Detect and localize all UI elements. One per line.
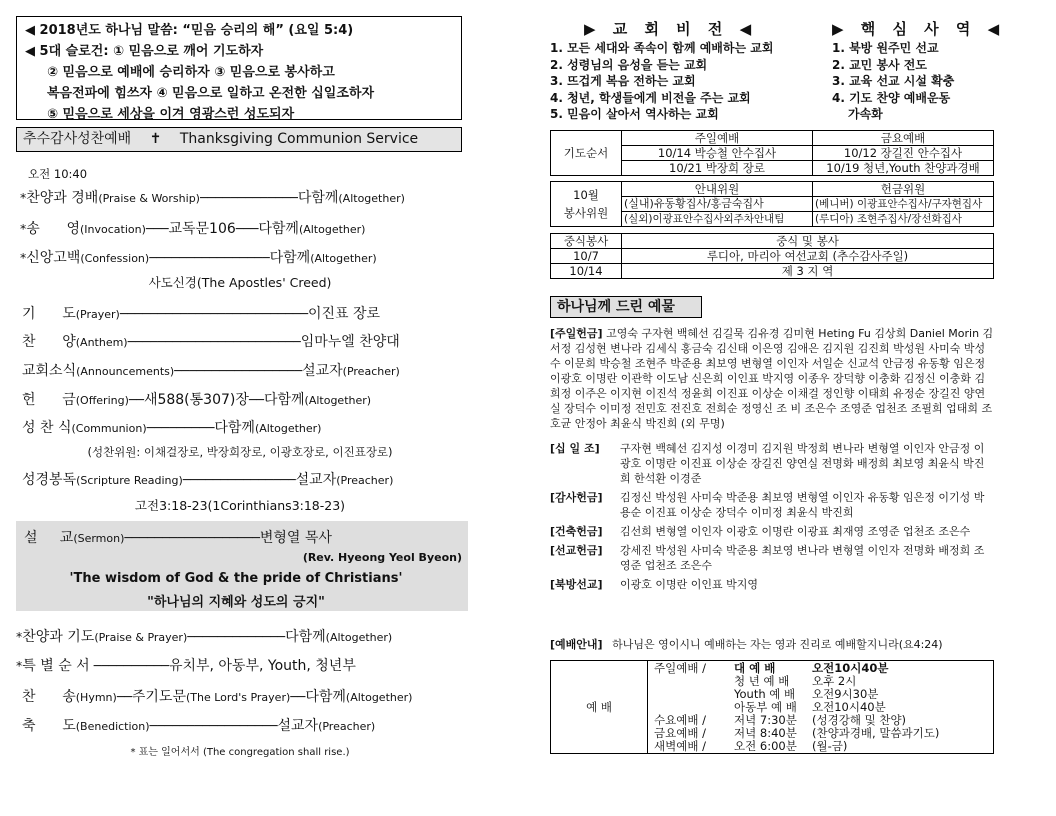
- prayer-label: 기도순서: [551, 131, 622, 176]
- list-item: 2. 성령님의 음성을 듣는 교회: [550, 57, 708, 72]
- scripture-ref: 고전3:18-23(1Corinthians3:18-23): [134, 498, 346, 513]
- order-row-hymn: 찬 송(Hymn)──주기도문(The Lord's Prayer)──다함께(Altogether): [22, 689, 413, 705]
- motto-box: [16, 16, 462, 120]
- sermon-title-ko: "하나님의 지혜와 성도의 긍지": [147, 595, 325, 610]
- order-row-announcements: 교회소식(Announcements)─────────────────설교자(Preacher): [22, 363, 400, 379]
- offering-group-north: [북방선교] 이광호 이명란 이인표 박지영: [550, 578, 759, 591]
- list-item: 2. 교민 봉사 전도: [832, 57, 927, 72]
- friday-1: 10/12 장길진 안수집사: [813, 146, 994, 161]
- list-item: 가속화: [848, 107, 883, 121]
- communion-note: (성찬위원: 이채걸장로, 박장희장로, 이광호장로, 이진표장로): [87, 445, 393, 459]
- worship-row: 아동부 예 배 오전10시40분: [648, 700, 994, 713]
- worship-row: Youth 예 배 오전9시30분: [648, 687, 994, 700]
- usher-2: (실외)이광표안수집사외주차안내팀: [622, 212, 813, 227]
- offering-group-thanks: [감사헌금] 김정신 박성원 사미숙 박준용 최보영 변형열 이인자 유동황 임은정 이기성 박용순 이진표 이상순 장덕수 이미정 최윤식 박진희: [550, 491, 985, 519]
- offerings-title: 하나님께 드린 예물: [550, 296, 702, 318]
- list-item: 1. 모든 세대와 족속이 함께 예배하는 교회: [550, 41, 774, 55]
- list-item: 4. 기도 찬양 예배운동: [832, 90, 951, 105]
- creed: 사도신경(The Apostles' Creed): [148, 275, 332, 290]
- list-item: 5. 믿음이 살아서 역사하는 교회: [550, 107, 719, 121]
- vision-title: ▶ 교 회 비 전 ◀: [584, 20, 758, 38]
- offering-2: (루디아) 조현주집사/장선화집사: [813, 212, 994, 227]
- offering-group-tithe: [십 일 조] 구자현 백혜선 김지성 이경미 김지원 박정희 변나라 변형열 이인자 안금정 이광호 이명란 이진표 이상순 장길진 양연실 전명화 배정희 최보영 최윤식 박진희 한석환 이경준: [550, 442, 985, 485]
- meal-date-2: 10/14: [551, 264, 622, 279]
- order-row-confession: *신앙고백(Confession)────────────────다함께(Altogether): [20, 250, 377, 266]
- duty-table: [550, 130, 994, 176]
- worship-left-label: 예 배: [551, 661, 648, 754]
- worship-row: 청 년 예 배 오후 2시: [648, 674, 994, 687]
- sermon-box: 설 교(Sermon)──────────────────변형열 목사 (Rev. Hyeong Yeol Byeon) 'The wisdom of God & the pride of Christians' "하나님의 지혜와 성도의 긍지": [16, 521, 468, 611]
- usher-head: 안내위원: [622, 182, 813, 197]
- sunday-1: 10/14 박승철 안수집사: [622, 146, 813, 161]
- meal-date-1: 10/7: [551, 249, 622, 264]
- worship-time-table: [550, 660, 994, 754]
- footnote: * 표는 일어서서 (The congregation shall rise.): [130, 747, 350, 758]
- order-row-offering: 헌 금(Offering)──새588(통307)장──다함께(Altogether): [22, 392, 372, 408]
- offering-group-sunday: [주일헌금] 고영숙 구자현 백혜선 김길묵 김유경 김미현 Heting Fu 김상희 Daniel Morin 김서정 김성현 변나라 김세식 홍금숙 김신태 이은영 김애은 김지원 김진희 박성원 사미숙 박성수 이문희 박승철 조현주 박준용 최보영 변형열 이인자 서일순 신교석 안금정 유동황 임은정 이광호 이명란 이관학 이도남 신은희 이인표 박지영 이종우 장덕향 이충화 김정신 이충화 김희정 이주은 이지현 이진석 정윤희 이진표 이상순 이채걸 정인향 이태희 유정순 장길진 양연실 장덕수 이미정 전민호 전진호 전희순 정영신 조 비 조은수 조영준 업천조 조필희 업태희 조호균 안정아 최윤식 박진희 (외 무명): [550, 327, 994, 430]
- worship-info-label: [예배안내]: [550, 638, 603, 651]
- sermon-label: 설 교: [24, 530, 74, 546]
- meal-label: 중식봉사: [551, 234, 622, 249]
- sermon-preacher-en: (Rev. Hyeong Yeol Byeon): [302, 551, 462, 564]
- sermon-title-en: 'The wisdom of God & the pride of Christians': [69, 571, 403, 586]
- month-label: 10월 봉사위원: [551, 182, 622, 227]
- worship-info-line: [550, 636, 943, 652]
- worship-row: 주일예배 / 대 예 배 오전10시40분: [648, 661, 994, 675]
- motto-line-2: ◀ 5대 슬로건: ① 믿음으로 깨어 기도하자: [25, 44, 264, 59]
- offering-1: (베니버) 이광표안수집사/구자현집사: [813, 197, 994, 212]
- worship-row: 새벽예배 / 오전 6:00분 (월-금): [648, 740, 994, 754]
- cross-icon: ✝: [149, 131, 162, 147]
- meal-head: 중식 및 봉사: [622, 234, 994, 249]
- core-title: ▶ 핵 심 사 역 ◀: [832, 20, 1006, 38]
- meal-table: [550, 233, 994, 279]
- order-row-communion: 성 찬 식(Communion)─────────다함께(Altogether): [22, 420, 322, 436]
- order-row-prayer: 기 도(Prayer)─────────────────────────이진표 장로: [22, 306, 381, 322]
- worship-info-text: 하나님은 영이시니 예배하는 자는 영과 진리로 예배할지니라(요4:24): [612, 638, 943, 651]
- volunteer-table: [550, 181, 994, 227]
- service-time: 오전 10:40: [28, 167, 88, 181]
- service-title: 추수감사성찬예배: [23, 131, 132, 147]
- offering-group-building: [건축헌금] 김선희 변형열 이인자 이광호 이명란 이광표 최재영 조영준 업천조 조은수: [550, 525, 971, 538]
- list-item: 3. 뜨겁게 복음 전하는 교회: [550, 74, 696, 88]
- sunday-head: 주일예배: [622, 131, 813, 146]
- core-list: [832, 40, 954, 123]
- motto-line-5: ⑤ 믿음으로 세상을 이겨 영광스런 성도되자: [47, 107, 295, 122]
- vision-list: [550, 40, 773, 123]
- meal-value-2: 제 3 지 역: [622, 264, 994, 279]
- order-row-invocation: *송 영(Invocation)───교독문106───다함께(Altogether): [20, 221, 366, 237]
- friday-head: 금요예배: [813, 131, 994, 146]
- worship-row: 수요예배 / 저녁 7:30분 (성경강해 및 찬양): [648, 714, 994, 727]
- order-row-anthem: 찬 양(Anthem)───────────────────────임마누엘 찬양대: [22, 334, 400, 350]
- usher-1: (실내)유동황집사/홍금숙집사: [622, 197, 813, 212]
- sunday-2: 10/21 박장희 장로: [622, 161, 813, 176]
- meal-value-1: 루디아, 마리아 여선교회 (추수감사주일): [622, 249, 994, 264]
- offering-group-mission: [선교헌금] 강세진 박성원 사미숙 박준용 최보영 변나라 변형열 이인자 전명화 배정희 조영준 업천조 조은수: [550, 544, 985, 572]
- list-item: 1. 북방 원주민 선교: [832, 41, 939, 55]
- order-row-praise-prayer: *찬양과 기도(Praise & Prayer)─────────────다함께(Altogether): [16, 629, 393, 645]
- service-title-en: Thanksgiving Communion Service: [179, 131, 419, 147]
- order-row-special: *특 별 순 서 ──────────유치부, 아동부, Youth, 청년부: [16, 658, 356, 674]
- order-row-scripture: 성경봉독(Scripture Reading)───────────────설교자(Preacher): [22, 472, 394, 488]
- sermon-preacher: 변형열 목사: [259, 530, 332, 546]
- order-row-praise: *찬양과 경배(Praise & Worship)─────────────다함께(Altogether): [20, 190, 405, 206]
- motto-line-3: ② 믿음으로 예배에 승리하자 ③ 믿음으로 봉사하고: [47, 65, 335, 80]
- friday-2: 10/19 청년,Youth 찬양과경배: [813, 161, 994, 176]
- list-item: 4. 청년, 학생들에게 비전을 주는 교회: [550, 90, 751, 105]
- offering-head: 헌금위원: [813, 182, 994, 197]
- motto-line-1: ◀ 2018년도 하나님 말씀: “믿음 승리의 해” (요일 5:4): [25, 23, 354, 38]
- order-row-benediction: 축 도(Benediction)─────────────────설교자(Preacher): [22, 718, 376, 734]
- motto-line-4: 복음전파에 힘쓰자 ④ 믿음으로 일하고 온전한 십일조하자: [47, 86, 374, 101]
- worship-row: 금요예배 / 저녁 8:40분 (찬양과경배, 말씀과기도): [648, 727, 994, 740]
- service-title-bar: [16, 127, 462, 152]
- list-item: 3. 교육 선교 시설 확충: [832, 74, 955, 88]
